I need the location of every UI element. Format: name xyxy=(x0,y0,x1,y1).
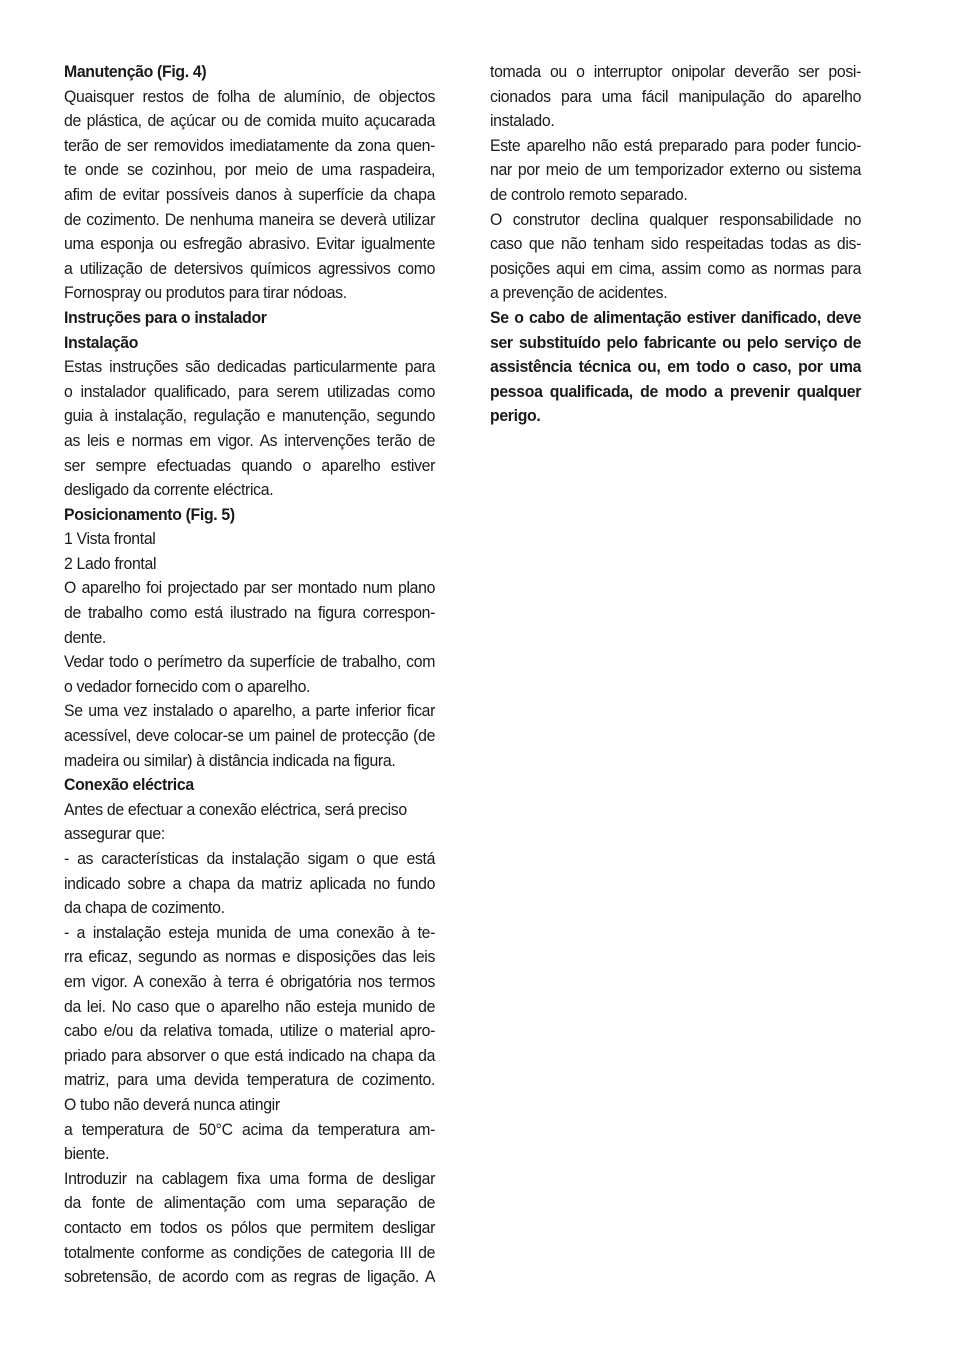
text-line: da fonte de alimentação com uma separação de xyxy=(64,1193,436,1213)
text-line: tomada ou o interruptor onipolar deverão ser posi- xyxy=(490,62,862,81)
paragraph-tomada xyxy=(490,60,889,134)
heading-conexao-electrica: Conexão eléctrica xyxy=(64,775,194,795)
text-line: Se uma vez instalado o aparelho, a parte inferior ficar xyxy=(64,701,436,721)
heading-manutencao: Manutenção (Fig. 4) xyxy=(64,62,207,81)
text-line: instalado. xyxy=(490,111,555,131)
text-line: da chapa de cozimento. xyxy=(64,898,225,918)
right-column xyxy=(490,60,889,429)
text-line: nar por meio de um temporizador externo ou sistema xyxy=(490,160,862,180)
paragraph-conexao-1 xyxy=(64,798,463,847)
text-line: sobretensão, de acordo com as regras de ligação. A xyxy=(64,1267,436,1287)
paragraph-temporizador xyxy=(490,134,889,208)
paragraph-manutencao xyxy=(64,85,463,306)
text-line: acessível, deve colocar-se um painel de protecção (de xyxy=(64,726,436,746)
text-line: contacto em todos os pólos que permitem desligar xyxy=(64,1217,436,1237)
text-line: O tubo não deverá nunca atingir xyxy=(64,1094,280,1114)
text-line: guia à instalação, regulação e manutenção, segundo xyxy=(64,406,436,426)
warning-line: perigo. xyxy=(490,406,541,426)
list-item: 2 Lado frontal xyxy=(64,553,157,573)
text-line: Antes de efectuar a conexão eléctrica, será preciso xyxy=(64,799,407,819)
text-line: Este aparelho não está preparado para poder funcio- xyxy=(490,135,862,155)
text-line: afim de evitar possíveis danos à superfície da chapa xyxy=(64,184,436,204)
text-line: posições aqui em cima, assim como as normas para xyxy=(490,258,862,278)
paragraph-instalacao xyxy=(64,355,463,503)
warning-line: Se o cabo de alimentação estiver danificado, deve xyxy=(490,307,862,327)
warning-line: pessoa qualificada, de modo a prevenir qualquer xyxy=(490,381,862,401)
text-line: O aparelho foi projectado par ser montado num plano xyxy=(64,578,436,598)
text-line: Estas instruções são dedicadas particularmente para xyxy=(64,357,436,377)
text-line: rra eficaz, segundo as normas e disposições das leis xyxy=(64,947,436,967)
text-line: a utilização de detersivos químicos agressivos como xyxy=(64,258,436,278)
list-item: 1 Vista frontal xyxy=(64,529,156,549)
text-line: a prevenção de acidentes. xyxy=(490,283,668,303)
text-line: de plástica, de açúcar ou de comida muito açucarada xyxy=(64,111,436,131)
text-line: assegurar que: xyxy=(64,824,165,844)
text-line: de controlo remoto separado. xyxy=(490,184,688,204)
text-line: - a instalação esteja munida de uma conexão à te- xyxy=(64,922,436,942)
text-line: dente. xyxy=(64,627,107,647)
text-line: o vedador fornecido com o aparelho. xyxy=(64,676,311,696)
text-line: da lei. No caso que o aparelho não esteja munido de xyxy=(64,996,436,1016)
text-line: terão de ser removidos imediatamente da zona quen- xyxy=(64,135,436,155)
text-line: totalmente conforme as condições de categoria III de xyxy=(64,1242,436,1262)
heading-posicionamento: Posicionamento (Fig. 5) xyxy=(64,504,235,524)
paragraph-conexao-4 xyxy=(64,1118,463,1167)
warning-paragraph xyxy=(490,306,889,429)
left-column xyxy=(64,60,463,1290)
text-line: ser sempre efectuadas quando o aparelho estiver xyxy=(64,455,436,475)
warning-line: ser substituído pelo fabricante ou pelo serviço de xyxy=(490,332,862,352)
paragraph-posicionamento-2 xyxy=(64,650,463,699)
text-line: madeira ou similar) à distância indicada na figura. xyxy=(64,750,396,770)
paragraph-responsabilidade xyxy=(490,208,889,306)
text-line: as leis e normas em vigor. As intervenções terão de xyxy=(64,430,436,450)
paragraph-posicionamento-1 xyxy=(64,576,463,650)
text-line: de trabalho como está ilustrado na figura correspon- xyxy=(64,603,436,623)
text-line: priado para absorver o que está indicado na chapa da xyxy=(64,1045,436,1065)
text-line: - as características da instalação sigam o que está xyxy=(64,849,436,868)
text-line: Vedar todo o perímetro da superfície de trabalho, com xyxy=(64,652,436,672)
paragraph-conexao-5 xyxy=(64,1167,463,1290)
text-line: a temperatura de 50°C acima da temperatura am- xyxy=(64,1119,436,1139)
text-line: desligado da corrente eléctrica. xyxy=(64,480,274,500)
list-posicionamento xyxy=(64,527,463,576)
text-line: o instalador qualificado, para serem utilizadas como xyxy=(64,381,436,401)
text-line: uma esponja ou esfregão abrasivo. Evitar igualmente xyxy=(64,234,436,254)
text-line: caso que não tenham sido respeitadas todas as dis- xyxy=(490,234,862,254)
text-line: biente. xyxy=(64,1144,110,1164)
text-line: te onde se cozinhou, por meio de uma raspadeira, xyxy=(64,160,436,180)
text-line: Quaisquer restos de folha de alumínio, de objectos xyxy=(64,86,436,106)
text-line: Introduzir na cablagem fixa uma forma de desligar xyxy=(64,1168,436,1188)
text-line: em vigor. A conexão à terra é obrigatória nos termos xyxy=(64,971,436,991)
text-line: Fornospray ou produtos para tirar nódoas. xyxy=(64,283,347,303)
paragraph-posicionamento-3 xyxy=(64,699,463,773)
paragraph-conexao-2 xyxy=(64,847,463,921)
text-line: O construtor declina qualquer responsabilidade no xyxy=(490,209,862,229)
text-line: indicado sobre a chapa da matriz aplicada no fundo xyxy=(64,873,436,893)
heading-instalacao: Instalação xyxy=(64,332,139,352)
paragraph-conexao-3 xyxy=(64,921,463,1118)
heading-instrucoes-instalador: Instruções para o instalador xyxy=(64,307,267,327)
text-line: cabo e/ou da relativa tomada, utilize o material apro- xyxy=(64,1021,436,1041)
text-line: cionados para uma fácil manipulação do aparelho xyxy=(490,86,862,106)
text-line: de cozimento. De nenhuma maneira se deverà utilizar xyxy=(64,209,436,229)
warning-line: assistência técnica ou, em todo o caso, por uma xyxy=(490,357,862,377)
text-line: matriz, para uma devida temperatura de cozimento. xyxy=(64,1070,436,1090)
